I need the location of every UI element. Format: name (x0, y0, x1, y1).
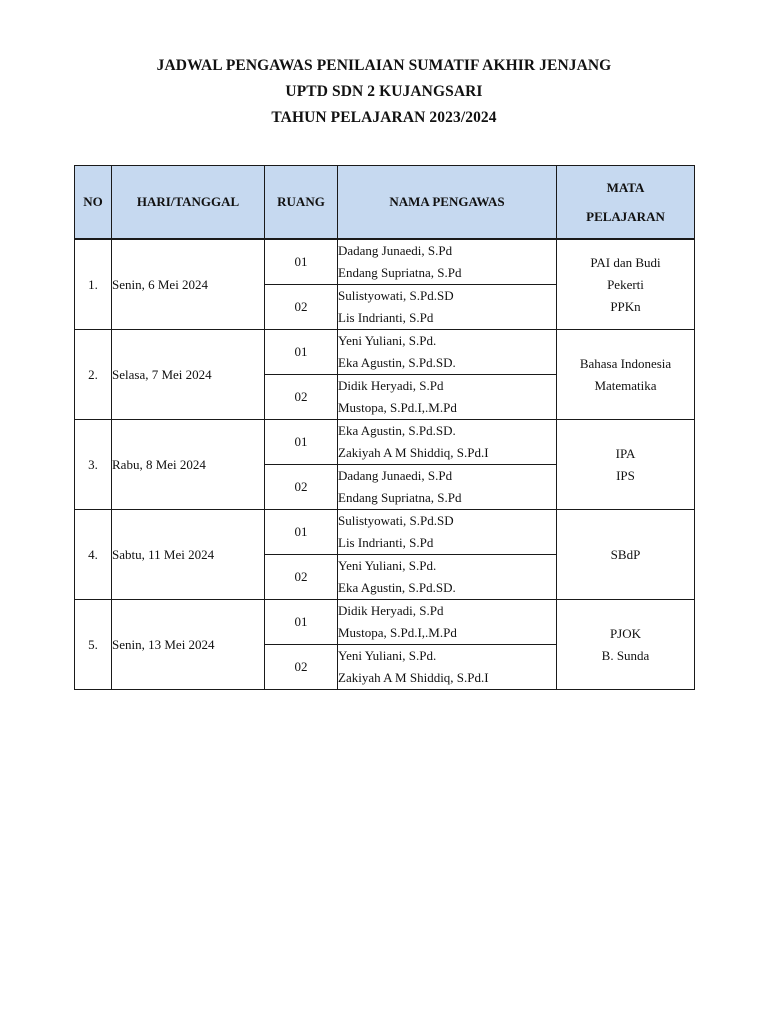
row-subjects (557, 420, 695, 510)
supervisor-name: Eka Agustin, S.Pd.SD. (338, 423, 456, 438)
row-room: 01 (265, 330, 338, 375)
supervisor-name: Zakiyah A M Shiddiq, S.Pd.I (338, 445, 489, 460)
row-subjects (557, 600, 695, 690)
row-room: 01 (265, 600, 338, 645)
row-day-date: Sabtu, 11 Mei 2024 (112, 510, 265, 600)
document-title (0, 53, 768, 131)
subject-name: IPS (616, 467, 635, 483)
subject-name: B. Sunda (601, 647, 650, 663)
row-supervisors (338, 239, 557, 285)
row-supervisors (338, 285, 557, 330)
supervisor-name: Yeni Yuliani, S.Pd. (338, 333, 437, 348)
supervisor-name: Dadang Junaedi, S.Pd (338, 468, 453, 483)
supervisor-name: Yeni Yuliani, S.Pd. (338, 648, 437, 663)
row-subjects (557, 510, 695, 600)
supervisor-name: Eka Agustin, S.Pd.SD. (338, 580, 456, 595)
table-row (75, 330, 695, 375)
supervisor-name: Lis Indrianti, S.Pd (338, 310, 434, 325)
supervisor-name: Endang Supriatna, S.Pd (338, 490, 462, 505)
subject-name: Bahasa Indonesia (579, 355, 672, 371)
supervisor-name: Lis Indrianti, S.Pd (338, 535, 434, 550)
supervisor-name: Endang Supriatna, S.Pd (338, 265, 462, 280)
row-supervisors (338, 465, 557, 510)
supervisor-name: Sulistyowati, S.Pd.SD (338, 513, 454, 528)
row-subjects (557, 239, 695, 330)
subject-name: PAI dan Budi (590, 254, 661, 270)
row-day-date: Rabu, 8 Mei 2024 (112, 420, 265, 510)
supervisor-name: Zakiyah A M Shiddiq, S.Pd.I (338, 670, 489, 685)
row-supervisors (338, 420, 557, 465)
row-day-date: Senin, 13 Mei 2024 (112, 600, 265, 690)
row-room: 01 (265, 420, 338, 465)
subject-name: SBdP (610, 546, 641, 562)
subject-name: PPKn (610, 298, 641, 314)
row-number: 5. (75, 600, 112, 690)
header-no: NO (75, 166, 112, 240)
row-supervisors (338, 600, 557, 645)
supervisor-name: Didik Heryadi, S.Pd (338, 378, 444, 393)
header-subject (557, 166, 695, 240)
title-line-3: TAHUN PELAJARAN 2023/2024 (271, 109, 497, 126)
row-supervisors (338, 375, 557, 420)
subject-name: Pekerti (607, 276, 644, 292)
supervisor-name: Dadang Junaedi, S.Pd (338, 243, 453, 258)
table-row (75, 420, 695, 465)
header-room: RUANG (265, 166, 338, 240)
table-row (75, 239, 695, 285)
row-room: 01 (265, 510, 338, 555)
row-supervisors (338, 645, 557, 690)
row-day-date: Selasa, 7 Mei 2024 (112, 330, 265, 420)
row-room: 02 (265, 375, 338, 420)
supervisor-schedule-table (74, 165, 695, 690)
row-room: 02 (265, 645, 338, 690)
row-room: 02 (265, 285, 338, 330)
row-supervisors (338, 510, 557, 555)
subject-name: Matematika (594, 377, 657, 393)
title-line-1: JADWAL PENGAWAS PENILAIAN SUMATIF AKHIR JENJANG (156, 57, 612, 74)
supervisor-name: Eka Agustin, S.Pd.SD. (338, 355, 456, 370)
row-room: 02 (265, 555, 338, 600)
row-number: 1. (75, 239, 112, 330)
supervisor-name: Didik Heryadi, S.Pd (338, 603, 444, 618)
row-number: 2. (75, 330, 112, 420)
row-room: 01 (265, 239, 338, 285)
row-supervisors (338, 555, 557, 600)
subject-name: PJOK (609, 625, 642, 641)
row-number: 4. (75, 510, 112, 600)
row-supervisors (338, 330, 557, 375)
table-row (75, 510, 695, 555)
supervisor-name: Yeni Yuliani, S.Pd. (338, 558, 437, 573)
table-body (75, 239, 695, 690)
row-room: 02 (265, 465, 338, 510)
header-supervisors: NAMA PENGAWAS (338, 166, 557, 240)
supervisor-name: Mustopa, S.Pd.I,.M.Pd (338, 625, 457, 640)
header-subject-line-2: PELAJARAN (586, 209, 665, 224)
row-subjects (557, 330, 695, 420)
table-header-row (75, 166, 695, 240)
header-day: HARI/TANGGAL (112, 166, 265, 240)
table-row (75, 600, 695, 645)
title-line-2: UPTD SDN 2 KUJANGSARI (285, 83, 483, 100)
row-day-date: Senin, 6 Mei 2024 (112, 239, 265, 330)
supervisor-name: Mustopa, S.Pd.I,.M.Pd (338, 400, 457, 415)
header-subject-line-1: MATA (606, 180, 645, 195)
row-number: 3. (75, 420, 112, 510)
subject-name: IPA (615, 445, 636, 461)
supervisor-name: Sulistyowati, S.Pd.SD (338, 288, 454, 303)
